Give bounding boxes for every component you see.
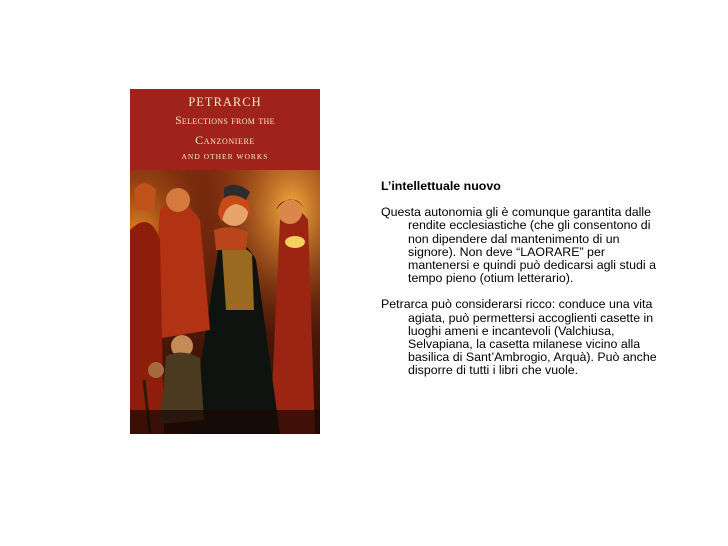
text-content [381,180,661,391]
cover-tagline: AND OTHER WORKS [181,152,269,161]
section-heading: L’intellettuale nuovo [381,179,501,193]
book-cover-title-banner [130,89,320,170]
paragraph-autonomy: Questa autonomia gli è comunque garantita dalle rendite ecclesiastiche (che gli consentono di non dipendere dal mantenimento di un signore). Non deve “LAORARE” per mantenersi e quindi può dedicarsi agli studi a tempo pieno (otium letterario). [381,205,656,286]
book-cover-image [130,89,320,434]
cover-author: PETRARCH [188,95,262,109]
paragraph-wealth: Petrarca può considerarsi ricco: conduce una vita agiata, può permettersi accoglienti casette in luoghi ameni e incantevoli (Valchiusa, Selvapiana, la casetta milanese vicino alla basilica di Sant’Ambrogio, Arquà). Può anche disporre di tutti i libri che vuole. [381,297,657,378]
cover-subtitle: Selections from the [175,115,275,127]
cover-painting [130,170,320,434]
cover-title: Canzoniere [195,133,255,147]
